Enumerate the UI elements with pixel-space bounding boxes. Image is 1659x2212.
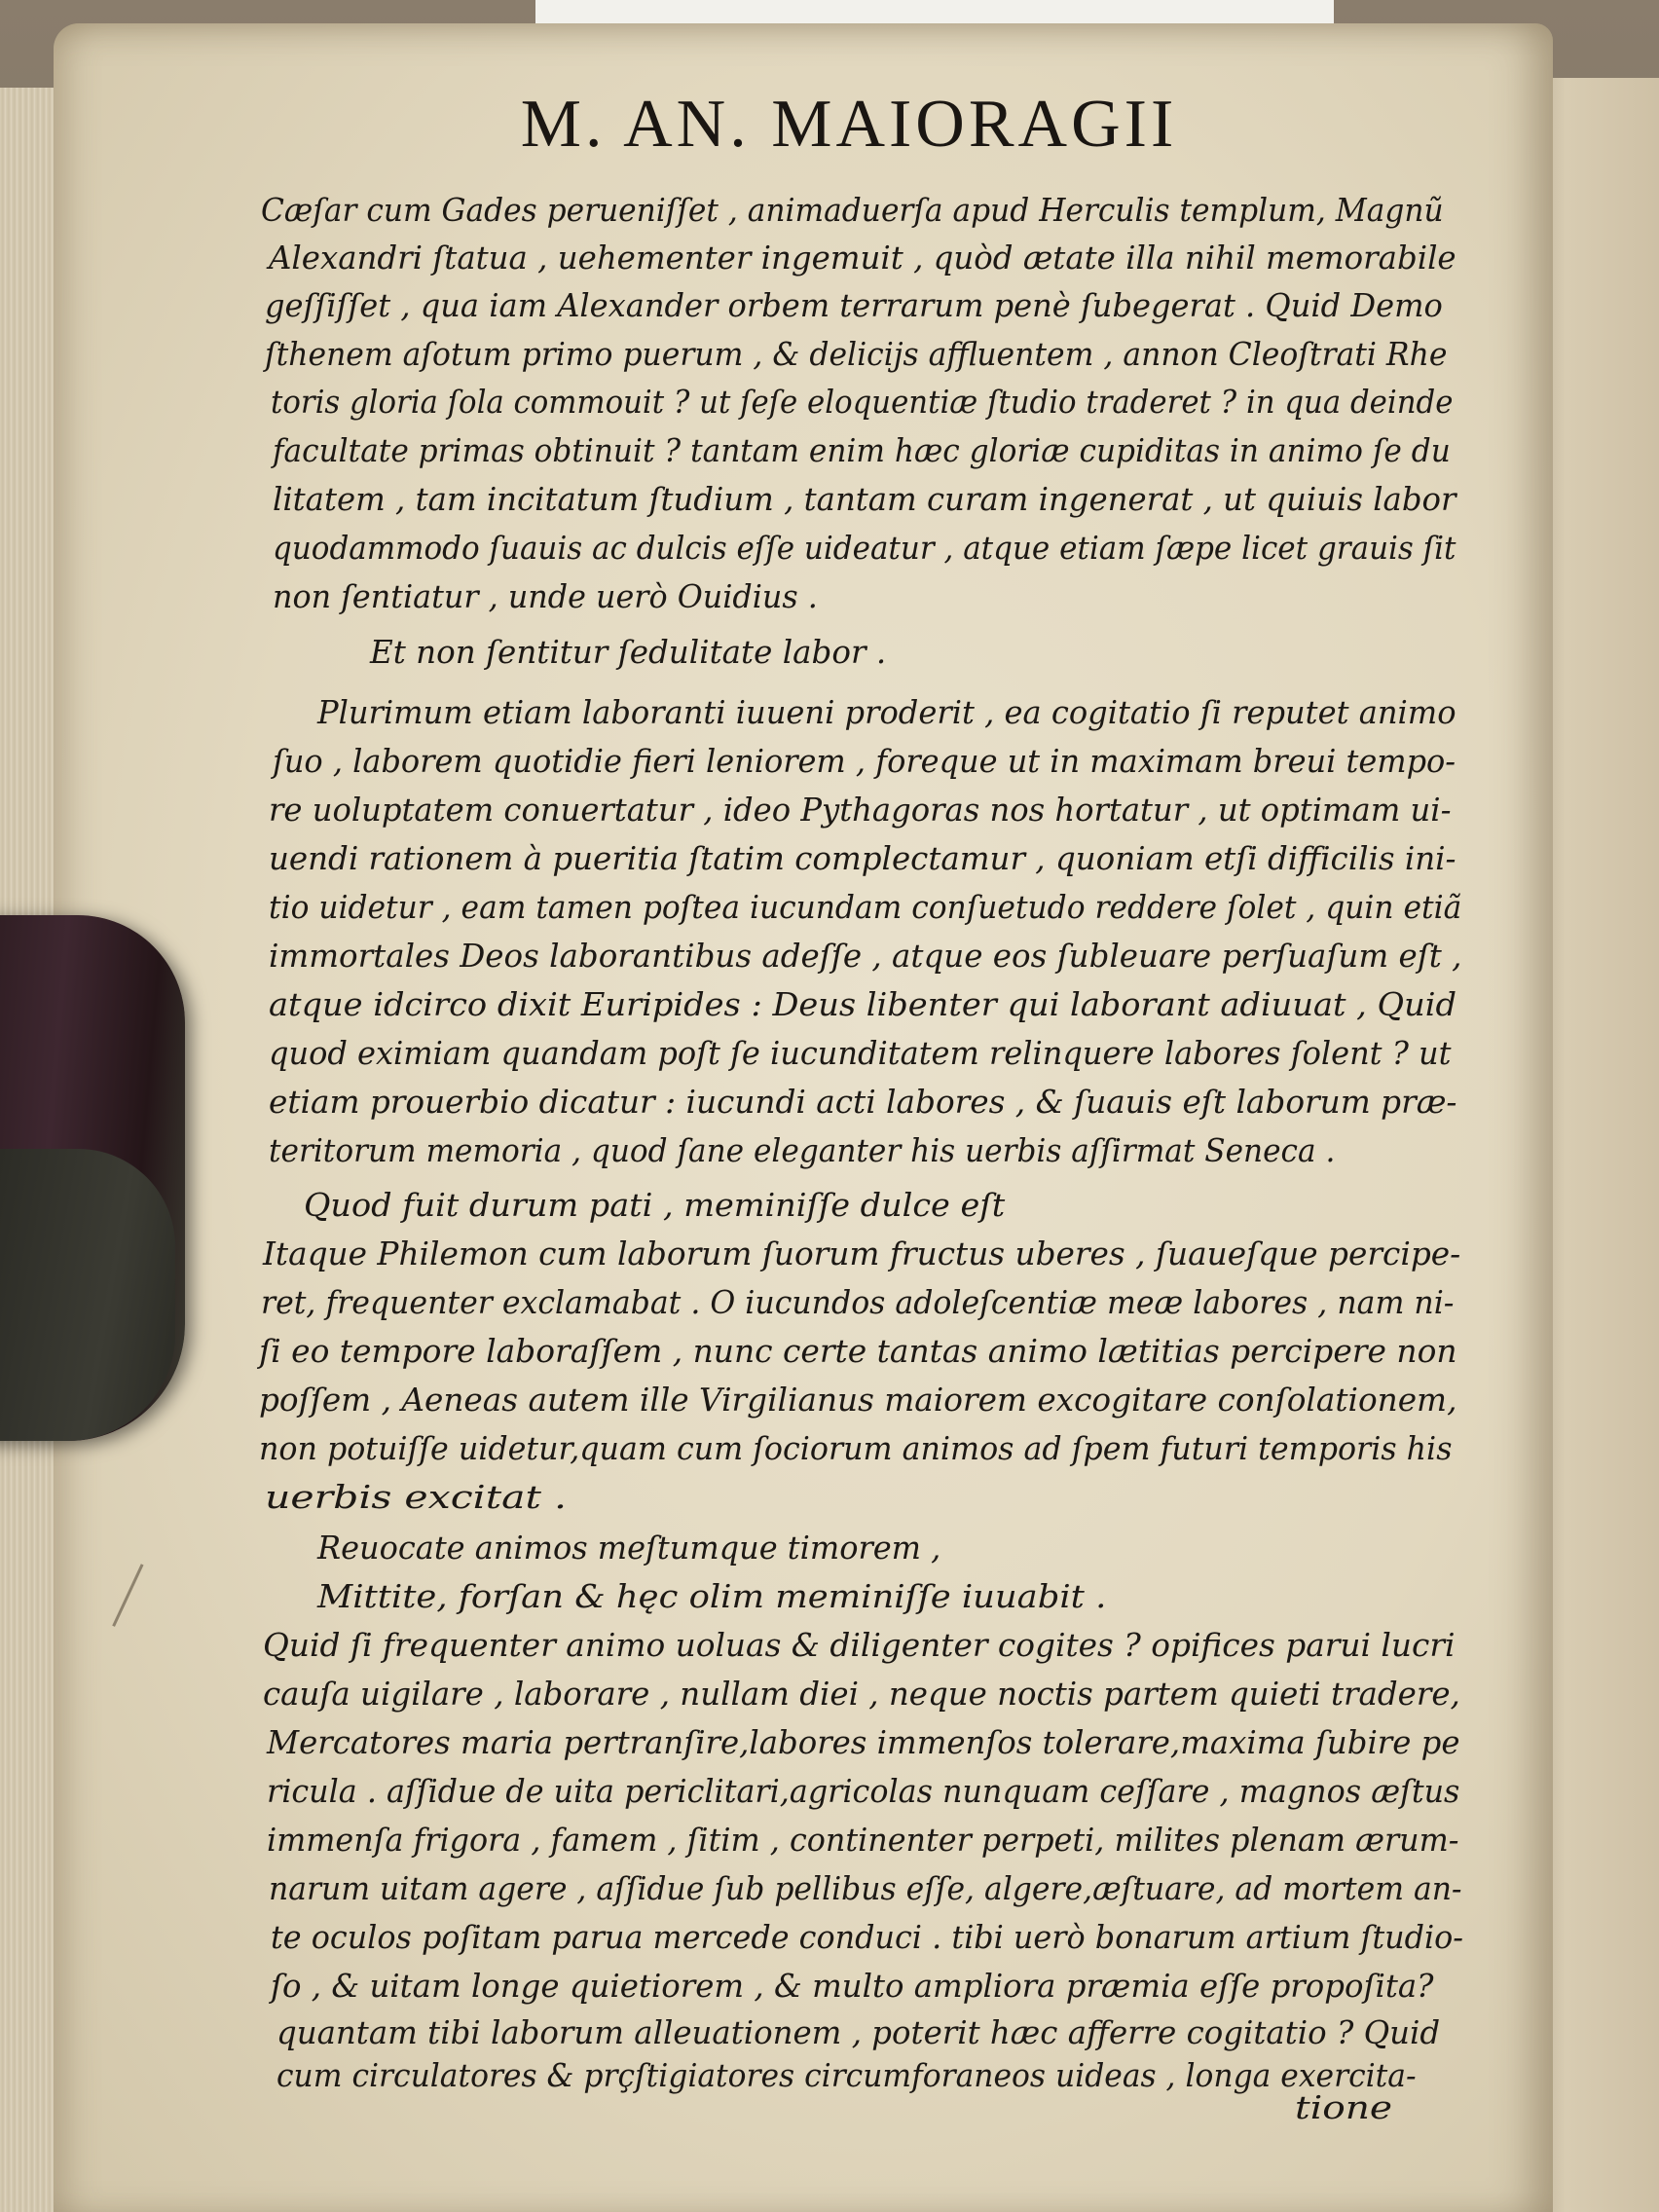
text-line: toris gloria ſola commouit ? ut ſeſe eloquentiæ ſtudio traderet ? in qua deinde	[271, 383, 1454, 421]
text-line: ſi eo tempore laboraſſem , nunc certe tantas animo lætitias percipere non	[259, 1332, 1457, 1370]
text-line: re uoluptatem conuertatur , ideo Pythagoras nos hortatur , ut optimam ui-	[269, 791, 1452, 829]
text-line: uerbis excitat .	[265, 1478, 568, 1516]
text-line: Mercatores maria pertranſire,labores immenſos tolerare,maxima ſubire pe	[267, 1723, 1460, 1761]
text-line: Quid ſi frequenter animo uoluas & diligenter cogites ? opifices parui lucri	[263, 1626, 1456, 1664]
text-line: ſthenem aſotum primo puerum , & delicijs affluentem , annon Cleoſtrati Rhe	[265, 335, 1448, 373]
text-line: Mittite, forſan & hęc olim meminiſſe iuuabit .	[317, 1577, 1107, 1615]
text-line: litatem , tam incitatum ſtudium , tantam curam ingenerat , ut quiuis labor	[273, 480, 1456, 518]
text-line: ſuo , laborem quotidie fieri leniorem , foreque ut in maximam breui tempo-	[273, 742, 1456, 780]
text-line: teritorum memoria , quod ſane eleganter his uerbis aſſirmat Seneca .	[269, 1131, 1336, 1169]
text-line: cauſa uigilare , laborare , nullam diei , neque noctis partem quieti tradere,	[263, 1675, 1460, 1713]
text-line: geſſiſſet , qua iam Alexander orbem terrarum penè ſubegerat . Quid Demo	[265, 286, 1443, 324]
text-line: non potuiſſe uidetur,quam cum ſociorum animos ad ſpem futuri temporis his	[259, 1429, 1453, 1467]
text-line: ricula . aſſidue de uita periclitari,agricolas nunquam ceſſare , magnos æſtus	[267, 1772, 1460, 1810]
text-line: immenſa frigora , famem , ſitim , continenter perpeti, milites plenam ærum-	[267, 1821, 1459, 1859]
text-line: ſo , & uitam longe quietiorem , & multo ampliora præmia eſſe propoſita?	[271, 1967, 1434, 2005]
text-line: facultate primas obtinuit ? tantam enim hæc gloriæ cupiditas in animo ſe du	[273, 431, 1451, 469]
text-line: quodammodo ſuauis ac dulcis eſſe uideatur , atque etiam ſæpe licet grauis ſit	[273, 529, 1456, 567]
text-line: ret, frequenter exclamabat . O iucundos adoleſcentiæ meæ labores , nam ni-	[261, 1283, 1455, 1321]
text-line: Alexandri ſtatua , uehementer ingemuit , quòd ætate illa nihil memorabile	[269, 239, 1456, 276]
text-line: quod eximiam quandam poſt ſe iucunditatem relinquere labores ſolent ? ut	[269, 1034, 1452, 1072]
bookmark-ribbon-lower	[0, 1149, 175, 1441]
text-line: poſſem , Aeneas autem ille Virgilianus maiorem excogitare conſolationem,	[259, 1381, 1457, 1419]
text-line: non ſentiatur , unde uerò Ouidius .	[273, 577, 818, 615]
running-header-text: M. AN. MAIORAGII	[520, 87, 1178, 162]
text-line: Reuocate animos meſtumque timorem ,	[317, 1529, 941, 1567]
text-line: Quod fuit durum pati , meminiſſe dulce eſt	[304, 1186, 1006, 1224]
text-line: uendi rationem à pueritia ſtatim complectamur , quoniam etſi difficilis ini-	[269, 839, 1456, 877]
text-line: immortales Deos laborantibus adeſſe , atque eos ſubleuare perſuaſum eſt ,	[269, 937, 1462, 975]
text-line: tione	[1295, 2088, 1393, 2126]
text-line: atque idcirco dixit Euripides : Deus libenter qui laborant adiuuat , Quid	[269, 985, 1456, 1023]
background-card	[535, 0, 1334, 25]
text-line: Itaque Philemon cum laborum ſuorum fructus uberes , ſuaueſque percipe-	[263, 1235, 1461, 1272]
text-line: te oculos poſitam parua mercede conduci . tibi uerò bonarum artium ſtudio-	[271, 1918, 1464, 1956]
text-line: Plurimum etiam laboranti iuueni proderit , ea cogitatio ſi reputet animo	[317, 693, 1456, 731]
text-line: tio uidetur , eam tamen poſtea iucundam conſuetudo reddere ſolet , quin etiã	[269, 888, 1462, 926]
text-line: etiam prouerbio dicatur : iucundi acti labores , & ſuauis eſt laborum præ-	[269, 1083, 1457, 1121]
text-line: cum circulatores & prçſtigiatores circumforaneos uideas , longa exercita-	[276, 2056, 1417, 2094]
text-line: Et non ſentitur ſedulitate labor .	[370, 633, 887, 671]
text-line: Cæſar cum Gades perueniſſet , animaduerſa apud Herculis templum, Magnũ	[261, 191, 1444, 229]
text-line: quantam tibi laborum alleuationem , poterit hæc afferre cogitatio ? Quid	[276, 2013, 1441, 2051]
text-line: narum uitam agere , aſſidue ſub pellibus eſſe, algere,æſtuare, ad mortem an-	[269, 1869, 1462, 1907]
running-header	[0, 86, 1659, 164]
